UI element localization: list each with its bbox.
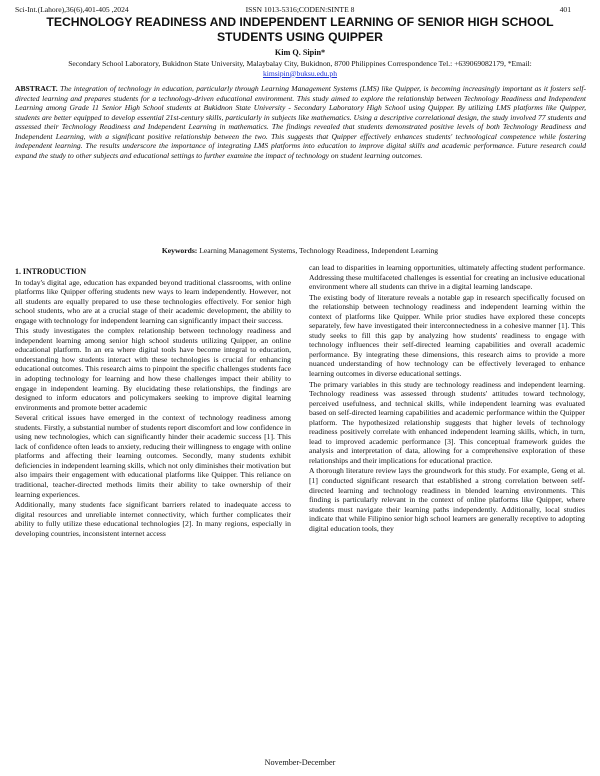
abstract bbox=[15, 84, 586, 160]
author-affiliation bbox=[38, 59, 562, 78]
body-paragraph: The primary variables in this study are technology readiness and independent learning. Technology readiness was assessed through students' attitudes toward technology, perceived usefulness, and technical skills, while independent learning was evaluated based on self-directed learning capabilities and academic performance within the Quipper platform. The hypothesized relationship suggests that higher levels of technology readiness positively correlate with enhanced independent learning skills, which, in turn, lead to improved academic performance [3]. This conceptual framework guides the analysis and interpretation of data, allowing for a comprehensive exploration of these relationships and their implications for educational practice. bbox=[309, 379, 585, 465]
body-paragraph: can lead to disparities in learning opportunities, ultimately affecting student performance. Addressing these multifaceted challenges is essential for creating an inclusive educational environment where all students can thrive in a digital learning landscape. bbox=[309, 263, 585, 292]
right-column bbox=[309, 263, 585, 533]
page-footer: November-December bbox=[264, 758, 336, 767]
keywords bbox=[0, 246, 600, 255]
journal-citation: Sci-Int.(Lahore),36(6),401-405 ,2024 bbox=[15, 5, 129, 14]
abstract-label: ABSTRACT. bbox=[15, 84, 58, 93]
author-name: Kim Q. Sipin* bbox=[274, 48, 326, 57]
body-paragraph: The existing body of literature reveals a notable gap in research specifically focused on the relationship between technology readiness and independent learning within the context of platforms like Quipper. While prior studies have explored these concepts separately, few have investigated their interconnectedness in a cohesive manner [1]. This study seeks to fill this gap by analyzing how students' readiness to engage with technology influences their self-directed learning capabilities and overall academic performance. By integrating these dimensions, this research aims to provide a more nuanced understanding of how technology can be effectively leveraged to enhance learning outcomes in diverse educational settings. bbox=[309, 292, 585, 379]
body-paragraph: A thorough literature review lays the groundwork for this study. For example, Geng et al. [1] conducted significant research that established a strong correlation between self-directed learning and technology readiness in blended learning environments. This finding is particularly relevant in the context of online platforms like Quipper, where students must navigate their learning paths independently. Additionally, local studies indicate that while Filipino senior high school learners are generally receptive to adopting digital education tools, they bbox=[309, 466, 585, 533]
body-paragraph: Additionally, many students face significant barriers related to inadequate access to digital resources and unreliable internet connectivity, which further complicates their ability to fully utilize these educational technologies [2]. In many regions, especially in developing countries, inconsistent internet access bbox=[15, 500, 291, 538]
body-paragraph: Several critical issues have emerged in the context of technology readiness among students. Firstly, a substantial number of students report discomfort and low confidence in using new technologies, which can significantly hinder their academic success [1]. This lack of confidence often leads to anxiety, reducing their willingness to engage with online platforms and affecting their learning outcomes. Secondly, many students exhibit deficiencies in independent learning skills, which not only diminishes their motivation but also impairs their engagement with educational platforms like Quipper. This reliance on traditional, teacher-directed methods limits their ability to take ownership of their learning experiences. bbox=[15, 413, 291, 499]
body-paragraph: In today's digital age, education has expanded beyond traditional classrooms, with online platforms like Quipper offering students new ways to learn independently. However, not all students are equally prepared to use these technologies effectively. For senior high school students, who are at a crucial stage of their academic development, the ability to engage with technology for independent learning can significantly impact their success. bbox=[15, 277, 291, 325]
abstract-text: The integration of technology in education, particularly through Learning Management Systems (LMS) like Quipper, is becoming increasingly important as it fosters self-directed learning and prepares students for a technology-driven educational environment. This study aimed to explore the relationship between Technology Readiness and Independent Learning among Grade 11 Senior High School students at Bukidnon State University - Secondary Laboratory High School using Quipper. By utilizing LMS platforms like Quipper, students are better equipped to develop essential 21st-century skills, particularly in subjects like mathematics. Using a descriptive correlational design, the study involved 77 students and assessed their Technology Readiness and Independent Learning in mathematics. The findings revealed that students demonstrated positive levels of both Technology Readiness and Independent Learning, with a significant positive relationship between the two. This suggests that Quipper effectively enhances students' technological competence while fostering independent learning. The results underscore the importance of integrating LMS platforms into education to improve digital skills and academic performance. Future research could expand the study to other subjects and educational settings to further examine the impact of technology on student learning outcomes. bbox=[15, 84, 586, 160]
keywords-label: Keywords: bbox=[161, 246, 198, 255]
left-column bbox=[15, 262, 291, 538]
page-number: 401 bbox=[559, 5, 571, 14]
affiliation-text: Secondary School Laboratory, Bukidnon State University, Malaybalay City, Bukidnon, 8700 Philippines Correspondence Tel.: +639069082179, *Email: bbox=[68, 59, 532, 68]
paper-title: TECHNOLOGY READINESS AND INDEPENDENT LEARNING OF SENIOR HIGH SCHOOL STUDENTS USING QUIPPER bbox=[46, 15, 554, 44]
issn-coden: ISSN 1013-5316;CODEN:SINTE 8 bbox=[245, 5, 355, 14]
body-paragraph: This study investigates the complex relationship between technology readiness and independent learning among senior high school students utilizing Quipper, an online educational platform. In an era where digital tools have become integral to education, understanding how students interact with these technologies is crucial for enhancing educational outcomes. This research aims to pinpoint the specific challenges students face in adopting technology for learning and how these challenges impact their ability to engage in independent learning. By elucidating these relationships, the findings are designed to inform educators and policymakers seeking to improve digital learning environments and promote better academic bbox=[15, 326, 291, 412]
keywords-text: Learning Management Systems, Technology Readiness, Independent Learning bbox=[199, 246, 439, 255]
email-link[interactable]: kimsipin@buksu.edu.ph bbox=[262, 68, 338, 78]
section-heading-introduction: 1. INTRODUCTION bbox=[15, 267, 87, 276]
